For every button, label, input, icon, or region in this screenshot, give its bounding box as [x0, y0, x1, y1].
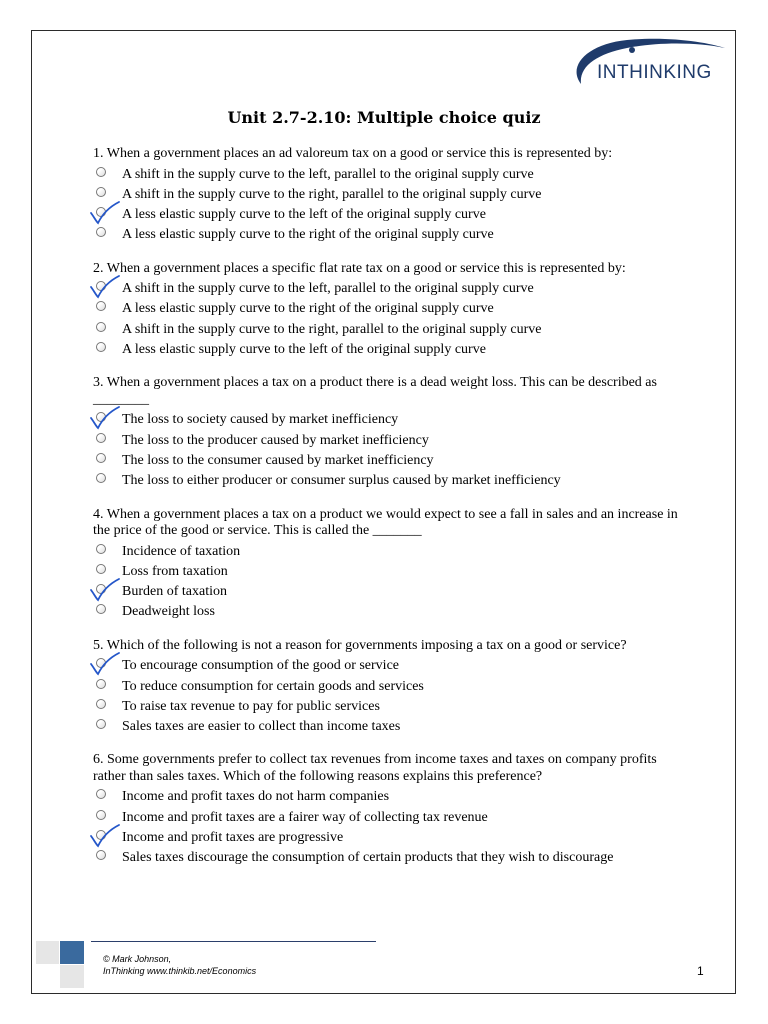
- answer-option[interactable]: [93, 471, 683, 491]
- question-text: 3. When a government places a tax on a product there is a dead weight loss. This can be described as ________: [93, 375, 657, 407]
- answer-option[interactable]: [93, 848, 683, 868]
- page-title: Unit 2.7-2.10: Multiple choice quiz: [227, 108, 541, 127]
- radio-button[interactable]: [96, 187, 106, 197]
- answer-option[interactable]: [93, 808, 683, 828]
- option-label: Income and profit taxes are a fairer way of collecting tax revenue: [122, 809, 488, 825]
- radio-button[interactable]: [96, 789, 106, 799]
- option-label: To reduce consumption for certain goods and services: [122, 678, 424, 694]
- handwritten-check-mark-icon: [87, 199, 123, 227]
- radio-button[interactable]: [96, 453, 106, 463]
- option-label: A shift in the supply curve to the left, parallel to the original supply curve: [122, 166, 534, 182]
- radio-button[interactable]: [96, 679, 106, 689]
- question-text: 5. Which of the following is not a reason for governments imposing a tax on a good or service?: [93, 637, 627, 653]
- radio-button[interactable]: [96, 227, 106, 237]
- question-3: [93, 375, 683, 491]
- option-label: Incidence of taxation: [122, 543, 241, 559]
- question-5: [93, 638, 683, 738]
- answer-option[interactable]: [93, 787, 683, 807]
- question-4: [93, 507, 683, 623]
- footer-copyright: © Mark Johnson,: [103, 954, 172, 964]
- answer-option[interactable]: [93, 225, 683, 245]
- answer-option[interactable]: [93, 562, 683, 582]
- radio-button[interactable]: [96, 850, 106, 860]
- option-label: Burden of taxation: [122, 584, 227, 600]
- answer-option[interactable]: [93, 431, 683, 451]
- handwritten-check-mark-icon: [87, 650, 123, 678]
- answer-option[interactable]: [93, 299, 683, 319]
- option-label: A shift in the supply curve to the left, parallel to the original supply curve: [122, 281, 534, 297]
- answer-option[interactable]: [93, 205, 683, 225]
- footer-square: [60, 941, 84, 964]
- radio-button[interactable]: [96, 342, 106, 352]
- answer-option[interactable]: [93, 451, 683, 471]
- option-label: The loss to the producer caused by market inefficiency: [122, 432, 429, 448]
- option-label: Income and profit taxes do not harm companies: [122, 789, 390, 805]
- handwritten-check-mark-icon: [87, 404, 123, 432]
- answer-option[interactable]: [93, 717, 683, 737]
- option-label: A less elastic supply curve to the left of the original supply curve: [122, 207, 486, 223]
- answer-option[interactable]: [93, 340, 683, 360]
- radio-button[interactable]: [96, 719, 106, 729]
- question-text: 4. When a government places a tax on a product we would expect to see a fall in sales and an increase in the price of the good or service. This is called the _______: [93, 506, 678, 539]
- quiz: [93, 146, 683, 884]
- radio-button[interactable]: [96, 322, 106, 332]
- option-label: The loss to either producer or consumer surplus caused by market inefficiency: [122, 473, 561, 489]
- radio-button[interactable]: [96, 604, 106, 614]
- option-label: Sales taxes discourage the consumption of certain products that they wish to discourage: [122, 850, 614, 866]
- option-label: A less elastic supply curve to the right of the original supply curve: [122, 227, 494, 243]
- answer-option[interactable]: [93, 185, 683, 205]
- radio-button[interactable]: [96, 564, 106, 574]
- answer-option[interactable]: [93, 542, 683, 562]
- option-label: Deadweight loss: [122, 604, 215, 620]
- answer-option[interactable]: [93, 656, 683, 676]
- footer-link[interactable]: InThinking www.thinkib.net/Economics: [103, 966, 257, 976]
- answer-option[interactable]: [93, 320, 683, 340]
- radio-button[interactable]: [96, 301, 106, 311]
- radio-button[interactable]: [96, 810, 106, 820]
- answer-option[interactable]: [93, 410, 683, 430]
- question-1: [93, 146, 683, 246]
- answer-option[interactable]: [93, 677, 683, 697]
- option-label: Loss from taxation: [122, 563, 228, 579]
- question-text: 1. When a government places an ad valoreum tax on a good or service this is represented by:: [93, 146, 613, 161]
- question-text: 6. Some governments prefer to collect tax revenues from income taxes and taxes on company profits rather than sales taxes. Which of the following reasons explains this preference?: [93, 752, 657, 784]
- option-label: A shift in the supply curve to the right, parallel to the original supply curve: [122, 186, 542, 202]
- option-label: A less elastic supply curve to the right of the original supply curve: [122, 301, 494, 317]
- answer-option[interactable]: [93, 828, 683, 848]
- option-label: The loss to society caused by market inefficiency: [122, 412, 399, 428]
- page-number: 1: [697, 964, 704, 978]
- answer-option[interactable]: [93, 165, 683, 185]
- answer-option[interactable]: [93, 279, 683, 299]
- option-label: To encourage consumption of the good or service: [122, 658, 399, 674]
- answer-option[interactable]: [93, 582, 683, 602]
- option-label: A less elastic supply curve to the left of the original supply curve: [122, 342, 486, 358]
- answer-option[interactable]: [93, 602, 683, 622]
- handwritten-check-mark-icon: [87, 576, 123, 604]
- option-label: Income and profit taxes are progressive: [122, 830, 344, 846]
- footer-credit: [103, 953, 256, 977]
- radio-button[interactable]: [96, 433, 106, 443]
- option-label: The loss to the consumer caused by market inefficiency: [122, 452, 434, 468]
- option-label: A shift in the supply curve to the right, parallel to the original supply curve: [122, 321, 542, 337]
- logo-text: INTHINKING: [597, 62, 712, 83]
- handwritten-check-mark-icon: [87, 273, 123, 301]
- footer-square: [60, 965, 84, 988]
- question-text: 2. When a government places a specific flat rate tax on a good or service this is represented by:: [93, 260, 626, 276]
- radio-button[interactable]: [96, 473, 106, 483]
- radio-button[interactable]: [96, 544, 106, 554]
- question-2: [93, 261, 683, 361]
- option-label: Sales taxes are easier to collect than income taxes: [122, 719, 401, 735]
- radio-button[interactable]: [96, 167, 106, 177]
- footer-square: [36, 965, 59, 988]
- answer-option[interactable]: [93, 697, 683, 717]
- question-6: [93, 752, 683, 868]
- footer-divider: [91, 941, 376, 942]
- footer-square: [36, 941, 59, 964]
- handwritten-check-mark-icon: [87, 822, 123, 850]
- option-label: To raise tax revenue to pay for public services: [122, 698, 380, 714]
- radio-button[interactable]: [96, 699, 106, 709]
